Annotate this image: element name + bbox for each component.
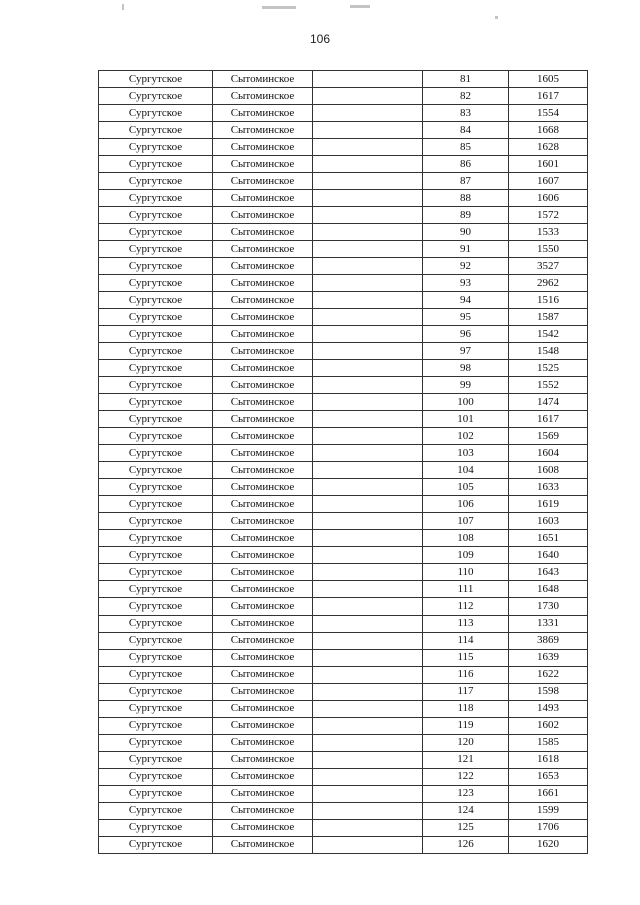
field-name-cell: Сургутское: [99, 411, 213, 428]
scan-artifact: [262, 6, 296, 9]
license-area-cell: Сытоминское: [213, 105, 313, 122]
value-cell: 1668: [509, 122, 588, 139]
table-row: [99, 751, 588, 768]
field-name-cell: Сургутское: [99, 428, 213, 445]
license-area-cell: Сытоминское: [213, 360, 313, 377]
table-row: [99, 309, 588, 326]
empty-cell-cell: [313, 768, 423, 785]
empty-cell-cell: [313, 88, 423, 105]
field-name-cell: Сургутское: [99, 394, 213, 411]
license-area-cell: Сытоминское: [213, 224, 313, 241]
empty-cell-cell: [313, 785, 423, 802]
empty-cell-cell: [313, 173, 423, 190]
license-area-cell: Сытоминское: [213, 139, 313, 156]
field-name-cell: Сургутское: [99, 819, 213, 836]
value-cell: 1617: [509, 88, 588, 105]
empty-cell-cell: [313, 428, 423, 445]
well-number-cell: 96: [423, 326, 509, 343]
table-row: [99, 734, 588, 751]
well-number-cell: 98: [423, 360, 509, 377]
license-area-cell: Сытоминское: [213, 598, 313, 615]
field-name-cell: Сургутское: [99, 71, 213, 88]
empty-cell-cell: [313, 649, 423, 666]
license-area-cell: Сытоминское: [213, 547, 313, 564]
well-number-cell: 105: [423, 479, 509, 496]
table-row: [99, 819, 588, 836]
empty-cell-cell: [313, 683, 423, 700]
table-row: [99, 326, 588, 343]
license-area-cell: Сытоминское: [213, 513, 313, 530]
empty-cell-cell: [313, 479, 423, 496]
value-cell: 3527: [509, 258, 588, 275]
empty-cell-cell: [313, 156, 423, 173]
license-area-cell: Сытоминское: [213, 564, 313, 581]
table-row: [99, 632, 588, 649]
well-number-cell: 82: [423, 88, 509, 105]
well-number-cell: 86: [423, 156, 509, 173]
value-cell: 1617: [509, 411, 588, 428]
field-name-cell: Сургутское: [99, 598, 213, 615]
empty-cell-cell: [313, 615, 423, 632]
value-cell: 1552: [509, 377, 588, 394]
field-name-cell: Сургутское: [99, 445, 213, 462]
license-area-cell: Сытоминское: [213, 394, 313, 411]
license-area-cell: Сытоминское: [213, 122, 313, 139]
empty-cell-cell: [313, 530, 423, 547]
value-cell: 1598: [509, 683, 588, 700]
field-name-cell: Сургутское: [99, 207, 213, 224]
value-cell: 1640: [509, 547, 588, 564]
page-number: 106: [309, 32, 331, 46]
license-area-cell: Сытоминское: [213, 649, 313, 666]
license-area-cell: Сытоминское: [213, 734, 313, 751]
table-row: [99, 581, 588, 598]
table-row: [99, 224, 588, 241]
value-cell: 1607: [509, 173, 588, 190]
empty-cell-cell: [313, 190, 423, 207]
empty-cell-cell: [313, 292, 423, 309]
field-name-cell: Сургутское: [99, 581, 213, 598]
empty-cell-cell: [313, 598, 423, 615]
well-number-cell: 122: [423, 768, 509, 785]
table-row: [99, 598, 588, 615]
well-number-cell: 103: [423, 445, 509, 462]
field-name-cell: Сургутское: [99, 530, 213, 547]
table-row: [99, 105, 588, 122]
license-area-cell: Сытоминское: [213, 309, 313, 326]
table-row: [99, 190, 588, 207]
empty-cell-cell: [313, 819, 423, 836]
field-name-cell: Сургутское: [99, 785, 213, 802]
field-name-cell: Сургутское: [99, 632, 213, 649]
license-area-cell: Сытоминское: [213, 190, 313, 207]
value-cell: 1587: [509, 309, 588, 326]
value-cell: 1331: [509, 615, 588, 632]
value-cell: 1548: [509, 343, 588, 360]
empty-cell-cell: [313, 666, 423, 683]
value-cell: 1619: [509, 496, 588, 513]
license-area-cell: Сытоминское: [213, 71, 313, 88]
empty-cell-cell: [313, 700, 423, 717]
field-name-cell: Сургутское: [99, 802, 213, 819]
empty-cell-cell: [313, 275, 423, 292]
license-area-cell: Сытоминское: [213, 700, 313, 717]
license-area-cell: Сытоминское: [213, 173, 313, 190]
table-row: [99, 547, 588, 564]
field-name-cell: Сургутское: [99, 309, 213, 326]
value-cell: 1493: [509, 700, 588, 717]
empty-cell-cell: [313, 581, 423, 598]
table-row: [99, 207, 588, 224]
license-area-cell: Сытоминское: [213, 156, 313, 173]
well-number-cell: 92: [423, 258, 509, 275]
table-row: [99, 513, 588, 530]
well-number-cell: 83: [423, 105, 509, 122]
field-name-cell: Сургутское: [99, 326, 213, 343]
empty-cell-cell: [313, 224, 423, 241]
well-number-cell: 108: [423, 530, 509, 547]
field-name-cell: Сургутское: [99, 343, 213, 360]
field-name-cell: Сургутское: [99, 88, 213, 105]
value-cell: 1643: [509, 564, 588, 581]
empty-cell-cell: [313, 734, 423, 751]
table-row: [99, 173, 588, 190]
field-name-cell: Сургутское: [99, 768, 213, 785]
value-cell: 1550: [509, 241, 588, 258]
empty-cell-cell: [313, 717, 423, 734]
well-number-cell: 91: [423, 241, 509, 258]
license-area-cell: Сытоминское: [213, 581, 313, 598]
empty-cell-cell: [313, 207, 423, 224]
field-name-cell: Сургутское: [99, 156, 213, 173]
license-area-cell: Сытоминское: [213, 275, 313, 292]
table-row: [99, 666, 588, 683]
license-area-cell: Сытоминское: [213, 462, 313, 479]
table-row: [99, 802, 588, 819]
value-cell: 1706: [509, 819, 588, 836]
table-row: [99, 88, 588, 105]
empty-cell-cell: [313, 632, 423, 649]
well-number-cell: 90: [423, 224, 509, 241]
table-row: [99, 71, 588, 88]
license-area-cell: Сытоминское: [213, 411, 313, 428]
well-number-cell: 124: [423, 802, 509, 819]
well-number-cell: 119: [423, 717, 509, 734]
empty-cell-cell: [313, 309, 423, 326]
value-cell: 1554: [509, 105, 588, 122]
well-number-cell: 100: [423, 394, 509, 411]
scan-artifact: [122, 4, 124, 10]
empty-cell-cell: [313, 513, 423, 530]
value-cell: 1618: [509, 751, 588, 768]
value-cell: 1603: [509, 513, 588, 530]
well-number-cell: 97: [423, 343, 509, 360]
well-number-cell: 117: [423, 683, 509, 700]
well-number-cell: 88: [423, 190, 509, 207]
field-name-cell: Сургутское: [99, 122, 213, 139]
value-cell: 1474: [509, 394, 588, 411]
license-area-cell: Сытоминское: [213, 666, 313, 683]
field-name-cell: Сургутское: [99, 700, 213, 717]
table-row: [99, 615, 588, 632]
value-cell: 1653: [509, 768, 588, 785]
value-cell: 1730: [509, 598, 588, 615]
value-cell: 1572: [509, 207, 588, 224]
empty-cell-cell: [313, 241, 423, 258]
well-number-cell: 110: [423, 564, 509, 581]
empty-cell-cell: [313, 122, 423, 139]
value-cell: 1661: [509, 785, 588, 802]
field-name-cell: Сургутское: [99, 105, 213, 122]
table-row: [99, 785, 588, 802]
license-area-cell: Сытоминское: [213, 530, 313, 547]
license-area-cell: Сытоминское: [213, 836, 313, 853]
table-row: [99, 530, 588, 547]
value-cell: 1604: [509, 445, 588, 462]
license-area-cell: Сытоминское: [213, 377, 313, 394]
table-row: [99, 768, 588, 785]
license-area-cell: Сытоминское: [213, 751, 313, 768]
field-name-cell: Сургутское: [99, 496, 213, 513]
field-name-cell: Сургутское: [99, 734, 213, 751]
value-cell: 3869: [509, 632, 588, 649]
well-number-cell: 111: [423, 581, 509, 598]
table-row: [99, 258, 588, 275]
well-number-cell: 102: [423, 428, 509, 445]
license-area-cell: Сытоминское: [213, 428, 313, 445]
license-area-cell: Сытоминское: [213, 768, 313, 785]
field-name-cell: Сургутское: [99, 241, 213, 258]
table-row: [99, 496, 588, 513]
table-row: [99, 377, 588, 394]
well-number-cell: 114: [423, 632, 509, 649]
value-cell: 1633: [509, 479, 588, 496]
value-cell: 1525: [509, 360, 588, 377]
value-cell: 1533: [509, 224, 588, 241]
empty-cell-cell: [313, 326, 423, 343]
empty-cell-cell: [313, 836, 423, 853]
well-number-cell: 109: [423, 547, 509, 564]
well-number-cell: 85: [423, 139, 509, 156]
table-row: [99, 360, 588, 377]
empty-cell-cell: [313, 105, 423, 122]
table-row: [99, 462, 588, 479]
empty-cell-cell: [313, 462, 423, 479]
empty-cell-cell: [313, 411, 423, 428]
value-cell: 1599: [509, 802, 588, 819]
license-area-cell: Сытоминское: [213, 615, 313, 632]
field-name-cell: Сургутское: [99, 190, 213, 207]
field-name-cell: Сургутское: [99, 547, 213, 564]
field-name-cell: Сургутское: [99, 462, 213, 479]
table-row: [99, 275, 588, 292]
field-name-cell: Сургутское: [99, 377, 213, 394]
table-row: [99, 836, 588, 853]
table-row: [99, 683, 588, 700]
value-cell: 1516: [509, 292, 588, 309]
value-cell: 1602: [509, 717, 588, 734]
value-cell: 1601: [509, 156, 588, 173]
well-number-cell: 123: [423, 785, 509, 802]
empty-cell-cell: [313, 547, 423, 564]
license-area-cell: Сытоминское: [213, 819, 313, 836]
license-area-cell: Сытоминское: [213, 241, 313, 258]
well-number-cell: 107: [423, 513, 509, 530]
license-area-cell: Сытоминское: [213, 479, 313, 496]
license-area-cell: Сытоминское: [213, 785, 313, 802]
value-cell: 2962: [509, 275, 588, 292]
value-cell: 1620: [509, 836, 588, 853]
license-area-cell: Сытоминское: [213, 496, 313, 513]
well-number-cell: 113: [423, 615, 509, 632]
field-name-cell: Сургутское: [99, 683, 213, 700]
value-cell: 1585: [509, 734, 588, 751]
value-cell: 1606: [509, 190, 588, 207]
table-body: [99, 71, 588, 854]
table-row: [99, 241, 588, 258]
table-row: [99, 139, 588, 156]
table-row: [99, 292, 588, 309]
field-name-cell: Сургутское: [99, 258, 213, 275]
table-row: [99, 156, 588, 173]
field-name-cell: Сургутское: [99, 649, 213, 666]
empty-cell-cell: [313, 394, 423, 411]
well-number-cell: 87: [423, 173, 509, 190]
empty-cell-cell: [313, 71, 423, 88]
value-cell: 1542: [509, 326, 588, 343]
table-row: [99, 343, 588, 360]
empty-cell-cell: [313, 139, 423, 156]
scan-artifact: [350, 5, 370, 8]
scan-artifact: [495, 16, 498, 19]
field-name-cell: Сургутское: [99, 751, 213, 768]
empty-cell-cell: [313, 445, 423, 462]
field-name-cell: Сургутское: [99, 836, 213, 853]
well-number-cell: 101: [423, 411, 509, 428]
table-row: [99, 394, 588, 411]
well-number-cell: 126: [423, 836, 509, 853]
empty-cell-cell: [313, 802, 423, 819]
empty-cell-cell: [313, 564, 423, 581]
well-number-cell: 93: [423, 275, 509, 292]
table-row: [99, 564, 588, 581]
value-cell: 1639: [509, 649, 588, 666]
well-number-cell: 81: [423, 71, 509, 88]
table-row: [99, 717, 588, 734]
table-row: [99, 445, 588, 462]
field-name-cell: Сургутское: [99, 139, 213, 156]
value-cell: 1648: [509, 581, 588, 598]
well-number-cell: 116: [423, 666, 509, 683]
field-name-cell: Сургутское: [99, 292, 213, 309]
well-number-cell: 121: [423, 751, 509, 768]
table-row: [99, 649, 588, 666]
empty-cell-cell: [313, 377, 423, 394]
data-table: [98, 70, 588, 854]
value-cell: 1569: [509, 428, 588, 445]
well-number-cell: 95: [423, 309, 509, 326]
value-cell: 1651: [509, 530, 588, 547]
field-name-cell: Сургутское: [99, 275, 213, 292]
field-name-cell: Сургутское: [99, 666, 213, 683]
well-number-cell: 125: [423, 819, 509, 836]
empty-cell-cell: [313, 496, 423, 513]
well-number-cell: 118: [423, 700, 509, 717]
table-row: [99, 700, 588, 717]
license-area-cell: Сытоминское: [213, 683, 313, 700]
empty-cell-cell: [313, 751, 423, 768]
license-area-cell: Сытоминское: [213, 632, 313, 649]
well-number-cell: 112: [423, 598, 509, 615]
field-name-cell: Сургутское: [99, 360, 213, 377]
field-name-cell: Сургутское: [99, 564, 213, 581]
well-number-cell: 120: [423, 734, 509, 751]
well-number-cell: 89: [423, 207, 509, 224]
well-number-cell: 84: [423, 122, 509, 139]
license-area-cell: Сытоминское: [213, 88, 313, 105]
value-cell: 1605: [509, 71, 588, 88]
value-cell: 1622: [509, 666, 588, 683]
well-number-cell: 99: [423, 377, 509, 394]
empty-cell-cell: [313, 258, 423, 275]
table-row: [99, 411, 588, 428]
field-name-cell: Сургутское: [99, 513, 213, 530]
license-area-cell: Сытоминское: [213, 717, 313, 734]
table-row: [99, 479, 588, 496]
field-name-cell: Сургутское: [99, 615, 213, 632]
field-name-cell: Сургутское: [99, 224, 213, 241]
license-area-cell: Сытоминское: [213, 445, 313, 462]
empty-cell-cell: [313, 360, 423, 377]
value-cell: 1628: [509, 139, 588, 156]
table-row: [99, 428, 588, 445]
value-cell: 1608: [509, 462, 588, 479]
license-area-cell: Сытоминское: [213, 343, 313, 360]
license-area-cell: Сытоминское: [213, 258, 313, 275]
license-area-cell: Сытоминское: [213, 326, 313, 343]
well-number-cell: 94: [423, 292, 509, 309]
field-name-cell: Сургутское: [99, 717, 213, 734]
license-area-cell: Сытоминское: [213, 207, 313, 224]
field-name-cell: Сургутское: [99, 479, 213, 496]
well-number-cell: 106: [423, 496, 509, 513]
license-area-cell: Сытоминское: [213, 802, 313, 819]
well-number-cell: 104: [423, 462, 509, 479]
well-number-cell: 115: [423, 649, 509, 666]
field-name-cell: Сургутское: [99, 173, 213, 190]
table-row: [99, 122, 588, 139]
license-area-cell: Сытоминское: [213, 292, 313, 309]
empty-cell-cell: [313, 343, 423, 360]
